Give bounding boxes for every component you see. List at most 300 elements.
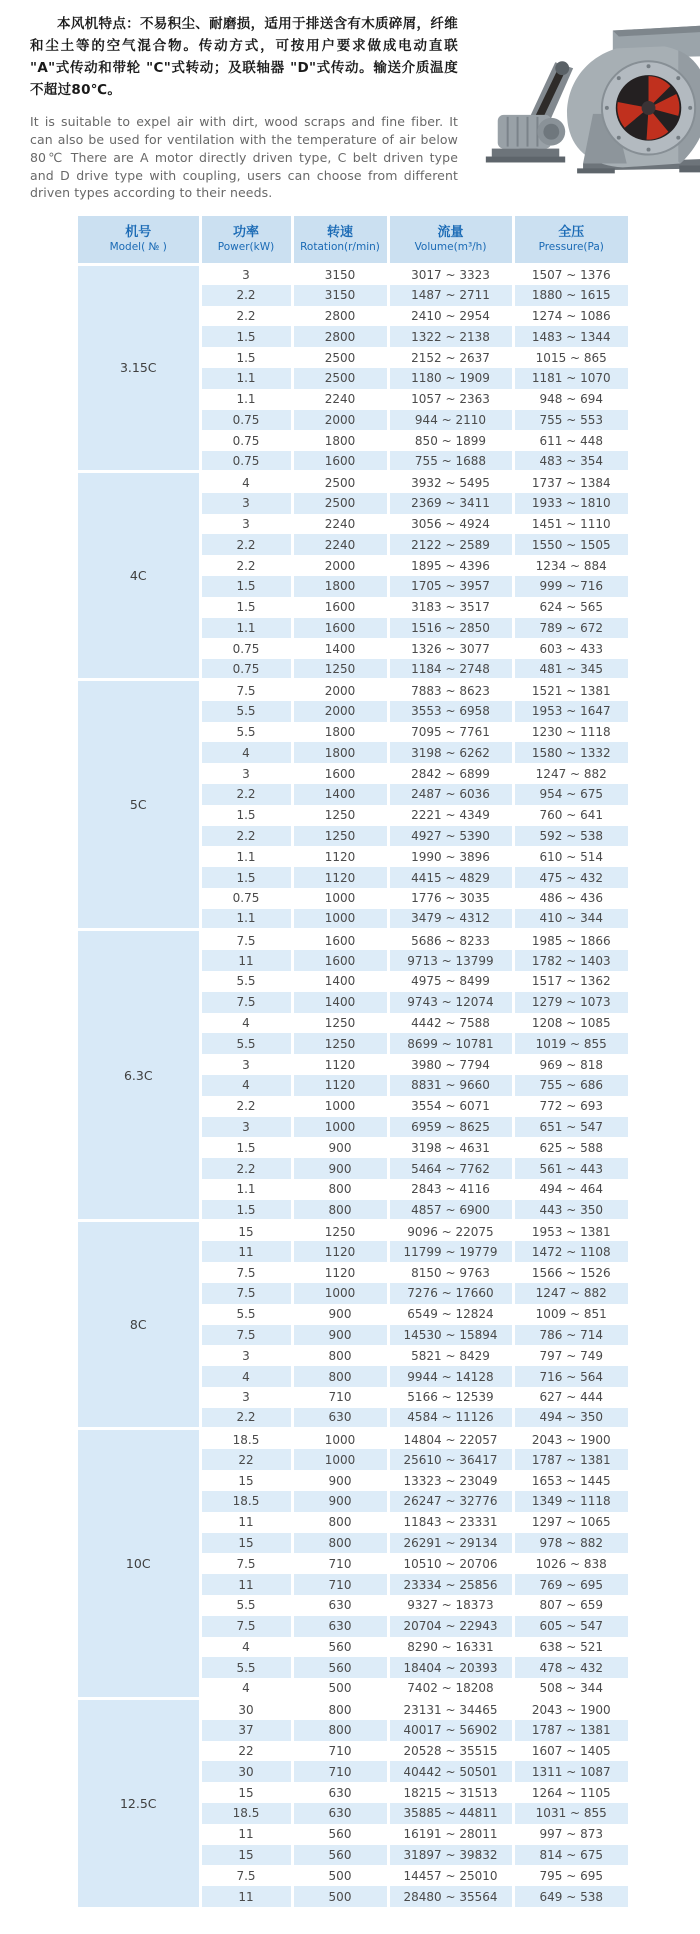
rotation-cell: 1400 [292,992,388,1013]
volume-cell: 3932 ~ 5495 [388,472,513,493]
col-header-model-cn: 机号 [125,224,152,240]
pressure-cell: 1985 ~ 1866 [513,930,628,951]
pressure-cell: 769 ~ 695 [513,1574,628,1595]
power-cell: 1.5 [200,805,292,826]
volume-cell: 850 ~ 1899 [388,430,513,451]
model-section-6.3C [78,930,628,1221]
col-header-pressure [513,216,628,264]
model-section-8C [78,1221,628,1429]
pressure-cell: 1264 ~ 1105 [513,1782,628,1803]
rotation-cell: 2500 [292,368,388,389]
rotation-cell: 2240 [292,514,388,535]
pressure-cell: 1009 ~ 851 [513,1304,628,1325]
power-cell: 1.1 [200,618,292,639]
col-header-pressure-en: Pressure(Pa) [538,241,604,254]
power-cell: 30 [200,1761,292,1782]
pressure-cell: 1472 ~ 1108 [513,1241,628,1262]
volume-cell: 10510 ~ 20706 [388,1553,513,1574]
power-cell: 4 [200,1013,292,1034]
power-cell: 2.2 [200,1096,292,1117]
power-cell: 5.5 [200,701,292,722]
volume-cell: 8290 ~ 16331 [388,1637,513,1658]
volume-cell: 5686 ~ 8233 [388,930,513,951]
col-header-power-cn: 功率 [232,224,259,240]
rotation-cell: 1600 [292,930,388,951]
power-cell: 11 [200,1886,292,1907]
rotation-cell: 900 [292,1470,388,1491]
volume-cell: 2410 ~ 2954 [388,306,513,327]
pressure-cell: 807 ~ 659 [513,1595,628,1616]
model-section-10C [78,1429,628,1699]
pressure-cell: 760 ~ 641 [513,805,628,826]
specifications-table [78,216,628,1907]
rotation-cell: 1250 [292,1013,388,1034]
power-cell: 7.5 [200,1283,292,1304]
rotation-cell: 800 [292,1179,388,1200]
pressure-cell: 814 ~ 675 [513,1845,628,1866]
rotation-cell: 1120 [292,867,388,888]
power-cell: 1.5 [200,326,292,347]
power-cell: 5.5 [200,1595,292,1616]
volume-cell: 2842 ~ 6899 [388,763,513,784]
rotation-cell: 2240 [292,534,388,555]
pressure-cell: 610 ~ 514 [513,846,628,867]
col-header-volume-en: Volume(m³/h) [414,241,487,254]
volume-cell: 4975 ~ 8499 [388,971,513,992]
volume-cell: 3554 ~ 6071 [388,1096,513,1117]
power-cell: 11 [200,1574,292,1595]
power-cell: 3 [200,763,292,784]
rotation-cell: 900 [292,1158,388,1179]
model-cell: 5C [78,680,200,930]
pressure-cell: 795 ~ 695 [513,1865,628,1886]
pressure-cell: 638 ~ 521 [513,1637,628,1658]
volume-cell: 7402 ~ 18208 [388,1678,513,1699]
rotation-cell: 3150 [292,285,388,306]
power-cell: 37 [200,1720,292,1741]
col-header-pressure-cn: 全压 [558,224,585,240]
table-row [78,680,628,701]
rotation-cell: 630 [292,1803,388,1824]
power-cell: 4 [200,1637,292,1658]
volume-cell: 1326 ~ 3077 [388,638,513,659]
pressure-cell: 1737 ~ 1384 [513,472,628,493]
pressure-cell: 1517 ~ 1362 [513,971,628,992]
pressure-cell: 624 ~ 565 [513,597,628,618]
power-cell: 1.5 [200,867,292,888]
pressure-cell: 592 ~ 538 [513,826,628,847]
rotation-cell: 560 [292,1637,388,1658]
rotation-cell: 2240 [292,389,388,410]
pressure-cell: 999 ~ 716 [513,576,628,597]
col-header-rotation-en: Rotation(r/min) [300,241,380,254]
rotation-cell: 800 [292,1345,388,1366]
power-cell: 2.2 [200,306,292,327]
power-cell: 3 [200,1387,292,1408]
power-cell: 1.1 [200,368,292,389]
rotation-cell: 2800 [292,306,388,327]
rotation-cell: 800 [292,1699,388,1720]
volume-cell: 2152 ~ 2637 [388,347,513,368]
pressure-cell: 978 ~ 882 [513,1533,628,1554]
volume-cell: 9713 ~ 13799 [388,950,513,971]
power-cell: 1.5 [200,576,292,597]
pressure-cell: 797 ~ 749 [513,1345,628,1366]
rotation-cell: 1800 [292,576,388,597]
rotation-cell: 900 [292,1137,388,1158]
rotation-cell: 1400 [292,971,388,992]
pressure-cell: 1787 ~ 1381 [513,1449,628,1470]
model-cell: 3.15C [78,264,200,472]
volume-cell: 20528 ~ 35515 [388,1741,513,1762]
rotation-cell: 900 [292,1325,388,1346]
rotation-cell: 1120 [292,1054,388,1075]
power-cell: 2.2 [200,285,292,306]
pressure-cell: 772 ~ 693 [513,1096,628,1117]
power-cell: 5.5 [200,1657,292,1678]
power-cell: 4 [200,742,292,763]
model-cell: 12.5C [78,1699,200,1907]
power-cell: 7.5 [200,1865,292,1886]
pressure-cell: 1953 ~ 1381 [513,1221,628,1242]
col-header-model-en: Model( № ) [109,241,167,254]
power-cell: 2.2 [200,1158,292,1179]
pressure-cell: 1208 ~ 1085 [513,1013,628,1034]
power-cell: 0.75 [200,451,292,472]
pressure-cell: 1234 ~ 884 [513,555,628,576]
rotation-cell: 710 [292,1761,388,1782]
rotation-cell: 1250 [292,1033,388,1054]
volume-cell: 1322 ~ 2138 [388,326,513,347]
volume-cell: 11799 ~ 19779 [388,1241,513,1262]
pressure-cell: 651 ~ 547 [513,1117,628,1138]
volume-cell: 1184 ~ 2748 [388,659,513,680]
power-cell: 5.5 [200,1033,292,1054]
rotation-cell: 2500 [292,472,388,493]
pressure-cell: 969 ~ 818 [513,1054,628,1075]
pressure-cell: 1653 ~ 1445 [513,1470,628,1491]
power-cell: 1.5 [200,597,292,618]
rotation-cell: 560 [292,1824,388,1845]
power-cell: 0.75 [200,410,292,431]
pressure-cell: 1230 ~ 1118 [513,722,628,743]
rotation-cell: 1120 [292,1241,388,1262]
volume-cell: 26291 ~ 29134 [388,1533,513,1554]
pressure-cell: 1782 ~ 1403 [513,950,628,971]
power-cell: 7.5 [200,992,292,1013]
power-cell: 0.75 [200,638,292,659]
power-cell: 3 [200,1054,292,1075]
rotation-cell: 1600 [292,763,388,784]
table-row [78,1699,628,1720]
power-cell: 11 [200,1241,292,1262]
rotation-cell: 1000 [292,888,388,909]
pressure-cell: 1507 ~ 1376 [513,264,628,285]
pressure-cell: 1026 ~ 838 [513,1553,628,1574]
rotation-cell: 1600 [292,950,388,971]
rotation-cell: 1000 [292,909,388,930]
rotation-cell: 500 [292,1678,388,1699]
rotation-cell: 1120 [292,846,388,867]
rotation-cell: 1000 [292,1449,388,1470]
volume-cell: 4857 ~ 6900 [388,1200,513,1221]
rotation-cell: 2500 [292,493,388,514]
power-cell: 22 [200,1449,292,1470]
volume-cell: 23334 ~ 25856 [388,1574,513,1595]
model-section-3.15C [78,264,628,472]
model-cell: 4C [78,472,200,680]
english-description: It is suitable to expel air with dirt, wood scraps and fine fiber. It can also be used for ventilation with the temperature of air below 80℃ There are A motor directly driven type, C belt driven type and D drive type with coupling, users can choose from different driven types according to their needs. [30,114,458,201]
volume-cell: 944 ~ 2110 [388,410,513,431]
power-cell: 7.5 [200,1325,292,1346]
power-cell: 7.5 [200,1616,292,1637]
power-cell: 0.75 [200,659,292,680]
rotation-cell: 800 [292,1533,388,1554]
rotation-cell: 500 [292,1865,388,1886]
volume-cell: 3056 ~ 4924 [388,514,513,535]
volume-cell: 31897 ~ 39832 [388,1845,513,1866]
fan-product-image [466,14,700,206]
power-cell: 5.5 [200,1304,292,1325]
pressure-cell: 1521 ~ 1381 [513,680,628,701]
model-cell: 10C [78,1429,200,1699]
rotation-cell: 2000 [292,701,388,722]
rotation-cell: 1800 [292,722,388,743]
power-cell: 18.5 [200,1429,292,1450]
volume-cell: 11843 ~ 23331 [388,1512,513,1533]
rotation-cell: 1000 [292,1096,388,1117]
rotation-cell: 1250 [292,1221,388,1242]
power-cell: 15 [200,1782,292,1803]
table-row [78,1221,628,1242]
intro-text-block [30,14,458,206]
pressure-cell: 1933 ~ 1810 [513,493,628,514]
centrifugal-fan-illustration [466,18,700,176]
pressure-cell: 475 ~ 432 [513,867,628,888]
rotation-cell: 1800 [292,742,388,763]
rotation-cell: 3150 [292,264,388,285]
volume-cell: 23131 ~ 34465 [388,1699,513,1720]
pressure-cell: 1279 ~ 1073 [513,992,628,1013]
pressure-cell: 478 ~ 432 [513,1657,628,1678]
pressure-cell: 789 ~ 672 [513,618,628,639]
pressure-cell: 1274 ~ 1086 [513,306,628,327]
rotation-cell: 1600 [292,618,388,639]
rotation-cell: 1600 [292,451,388,472]
col-header-power-en: Power(kW) [217,241,275,254]
rotation-cell: 2500 [292,347,388,368]
volume-cell: 6959 ~ 8625 [388,1117,513,1138]
volume-cell: 18404 ~ 20393 [388,1657,513,1678]
pressure-cell: 1015 ~ 865 [513,347,628,368]
rotation-cell: 2000 [292,680,388,701]
power-cell: 2.2 [200,555,292,576]
pressure-cell: 483 ~ 354 [513,451,628,472]
rotation-cell: 1600 [292,597,388,618]
power-cell: 4 [200,1678,292,1699]
rotation-cell: 630 [292,1782,388,1803]
pressure-cell: 1349 ~ 1118 [513,1491,628,1512]
power-cell: 3 [200,493,292,514]
power-cell: 2.2 [200,826,292,847]
pressure-cell: 1247 ~ 882 [513,1283,628,1304]
power-cell: 22 [200,1741,292,1762]
power-cell: 4 [200,1075,292,1096]
volume-cell: 8699 ~ 10781 [388,1033,513,1054]
table-row [78,472,628,493]
volume-cell: 1776 ~ 3035 [388,888,513,909]
pressure-cell: 2043 ~ 1900 [513,1429,628,1450]
volume-cell: 3017 ~ 3323 [388,264,513,285]
pressure-cell: 755 ~ 553 [513,410,628,431]
volume-cell: 3479 ~ 4312 [388,909,513,930]
power-cell: 1.5 [200,1137,292,1158]
power-cell: 3 [200,1117,292,1138]
pressure-cell: 410 ~ 344 [513,909,628,930]
pressure-cell: 603 ~ 433 [513,638,628,659]
pressure-cell: 1607 ~ 1405 [513,1741,628,1762]
power-cell: 1.5 [200,1200,292,1221]
power-cell: 15 [200,1221,292,1242]
volume-cell: 16191 ~ 28011 [388,1824,513,1845]
volume-cell: 3198 ~ 4631 [388,1137,513,1158]
pressure-cell: 561 ~ 443 [513,1158,628,1179]
pressure-cell: 1566 ~ 1526 [513,1262,628,1283]
volume-cell: 1990 ~ 3896 [388,846,513,867]
volume-cell: 9096 ~ 22075 [388,1221,513,1242]
volume-cell: 1705 ~ 3957 [388,576,513,597]
rotation-cell: 1000 [292,1117,388,1138]
rotation-cell: 2000 [292,410,388,431]
pressure-cell: 494 ~ 464 [513,1179,628,1200]
table-row [78,1429,628,1450]
rotation-cell: 1250 [292,805,388,826]
volume-cell: 5166 ~ 12539 [388,1387,513,1408]
pressure-cell: 997 ~ 873 [513,1824,628,1845]
rotation-cell: 1120 [292,1262,388,1283]
pressure-cell: 1483 ~ 1344 [513,326,628,347]
rotation-cell: 630 [292,1408,388,1429]
rotation-cell: 1000 [292,1283,388,1304]
power-cell: 11 [200,950,292,971]
pressure-cell: 605 ~ 547 [513,1616,628,1637]
power-cell: 1.1 [200,909,292,930]
volume-cell: 20704 ~ 22943 [388,1616,513,1637]
rotation-cell: 630 [292,1616,388,1637]
power-cell: 0.75 [200,888,292,909]
volume-cell: 2843 ~ 4116 [388,1179,513,1200]
rotation-cell: 2000 [292,555,388,576]
model-section-4C [78,472,628,680]
pressure-cell: 1247 ~ 882 [513,763,628,784]
power-cell: 7.5 [200,680,292,701]
volume-cell: 14530 ~ 15894 [388,1325,513,1346]
table-row [78,264,628,285]
col-header-volume [388,216,513,264]
pressure-cell: 954 ~ 675 [513,784,628,805]
power-cell: 3 [200,514,292,535]
pressure-cell: 1311 ~ 1087 [513,1761,628,1782]
pressure-cell: 1031 ~ 855 [513,1803,628,1824]
volume-cell: 1180 ~ 1909 [388,368,513,389]
power-cell: 4 [200,472,292,493]
pressure-cell: 1550 ~ 1505 [513,534,628,555]
volume-cell: 18215 ~ 31513 [388,1782,513,1803]
volume-cell: 3198 ~ 6262 [388,742,513,763]
rotation-cell: 710 [292,1574,388,1595]
volume-cell: 3553 ~ 6958 [388,701,513,722]
volume-cell: 2122 ~ 2589 [388,534,513,555]
col-header-power [200,216,292,264]
volume-cell: 35885 ~ 44811 [388,1803,513,1824]
volume-cell: 5464 ~ 7762 [388,1158,513,1179]
volume-cell: 9327 ~ 18373 [388,1595,513,1616]
volume-cell: 1516 ~ 2850 [388,618,513,639]
rotation-cell: 710 [292,1553,388,1574]
col-header-rotation-cn: 转速 [326,224,353,240]
pressure-cell: 1297 ~ 1065 [513,1512,628,1533]
pressure-cell: 786 ~ 714 [513,1325,628,1346]
pressure-cell: 481 ~ 345 [513,659,628,680]
power-cell: 7.5 [200,1553,292,1574]
volume-cell: 14457 ~ 25010 [388,1865,513,1886]
chinese-description: 本风机特点：不易积尘、耐磨损，适用于排送含有木质碎屑，纤维和尘土等的空气混合物。传动方式，可按用户要求做成电动直联 "A"式传动和带轮 "C"式转动；及联轴器 "D"式传动。输送介质温度不超过80℃。 [30,16,458,98]
power-cell: 11 [200,1824,292,1845]
pressure-cell: 755 ~ 686 [513,1075,628,1096]
pressure-cell: 716 ~ 564 [513,1366,628,1387]
volume-cell: 25610 ~ 36417 [388,1449,513,1470]
volume-cell: 5821 ~ 8429 [388,1345,513,1366]
rotation-cell: 800 [292,1366,388,1387]
rotation-cell: 710 [292,1387,388,1408]
volume-cell: 9743 ~ 12074 [388,992,513,1013]
power-cell: 3 [200,1345,292,1366]
rotation-cell: 560 [292,1845,388,1866]
pressure-cell: 486 ~ 436 [513,888,628,909]
power-cell: 1.5 [200,347,292,368]
rotation-cell: 900 [292,1304,388,1325]
power-cell: 1.1 [200,1179,292,1200]
col-header-volume-cn: 流量 [437,224,464,240]
power-cell: 1.1 [200,846,292,867]
pressure-cell: 2043 ~ 1900 [513,1699,628,1720]
volume-cell: 9944 ~ 14128 [388,1366,513,1387]
volume-cell: 13323 ~ 23049 [388,1470,513,1491]
pressure-cell: 627 ~ 444 [513,1387,628,1408]
table-header [78,216,628,264]
volume-cell: 7095 ~ 7761 [388,722,513,743]
rotation-cell: 2800 [292,326,388,347]
rotation-cell: 800 [292,1200,388,1221]
volume-cell: 3980 ~ 7794 [388,1054,513,1075]
rotation-cell: 710 [292,1741,388,1762]
model-cell: 8C [78,1221,200,1429]
rotation-cell: 1000 [292,1429,388,1450]
power-cell: 15 [200,1470,292,1491]
rotation-cell: 1120 [292,1075,388,1096]
volume-cell: 2369 ~ 3411 [388,493,513,514]
pressure-cell: 508 ~ 344 [513,1678,628,1699]
model-cell: 6.3C [78,930,200,1221]
volume-cell: 755 ~ 1688 [388,451,513,472]
power-cell: 7.5 [200,930,292,951]
pressure-cell: 649 ~ 538 [513,1886,628,1907]
rotation-cell: 800 [292,1512,388,1533]
volume-cell: 26247 ~ 32776 [388,1491,513,1512]
power-cell: 2.2 [200,784,292,805]
volume-cell: 40017 ~ 56902 [388,1720,513,1741]
volume-cell: 3183 ~ 3517 [388,597,513,618]
